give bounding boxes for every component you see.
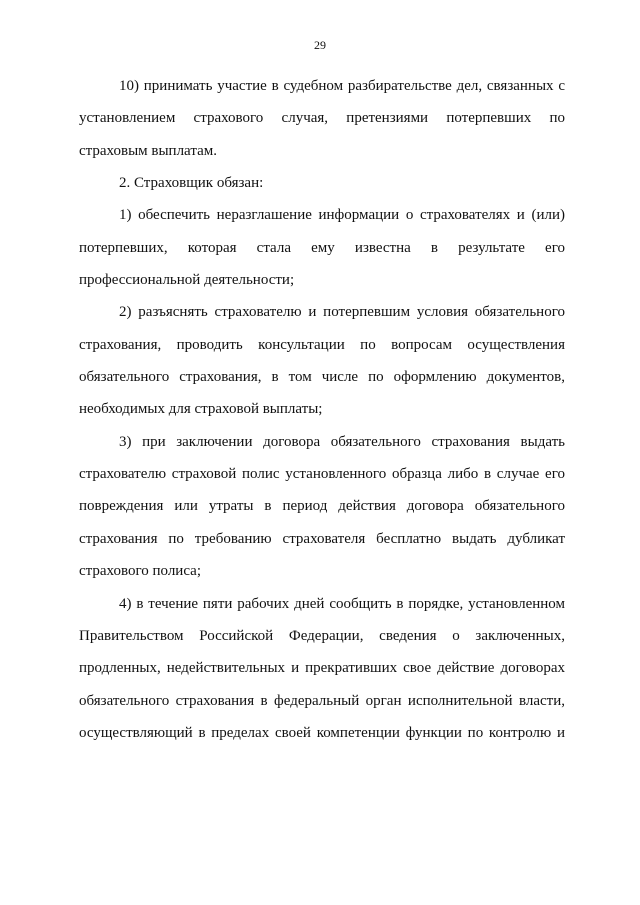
text-line: страхования по требованию страхователя бесплатно выдать дубликат	[79, 530, 565, 547]
text-line: 10) принимать участие в судебном разбирательстве дел, связанных с	[119, 78, 565, 94]
text-line: Правительством Российской Федерации, сведения о заключенных,	[79, 627, 565, 644]
text-line: 3) при заключении договора обязательного страхования выдать	[119, 433, 565, 450]
text-line: профессиональной деятельности;	[79, 272, 295, 289]
page-number: 29	[314, 38, 326, 52]
text-line: 4) в течение пяти рабочих дней сообщить в порядке, установленном	[119, 595, 565, 612]
document-body	[79, 73, 565, 752]
text-line: потерпевших, которая стала ему известна в результате его	[79, 239, 565, 256]
text-line: 2. Страховщик обязан:	[119, 175, 264, 192]
text-line: 2) разъяснять страхователю и потерпевшим условия обязательного	[119, 304, 565, 321]
text-line: повреждения или утраты в период действия договора обязательного	[79, 498, 565, 515]
text-line: страховым выплатам.	[79, 142, 217, 159]
text-line: установлением страхового случая, претензиями потерпевших по	[79, 110, 565, 127]
text-line: 1) обеспечить неразглашение информации о страхователях и (или)	[119, 207, 565, 224]
text-line: необходимых для страховой выплаты;	[79, 401, 323, 418]
text-line: осуществляющий в пределах своей компетенции функции по контролю и	[79, 724, 565, 741]
text-line: страхования, проводить консультации по вопросам осуществления	[79, 336, 565, 353]
text-line: страхователю страховой полис установленного образца либо в случае его	[79, 466, 565, 483]
text-line: продленных, недействительных и прекративших свое действие договорах	[79, 660, 565, 677]
text-line: обязательного страхования в федеральный орган исполнительной власти,	[79, 692, 565, 709]
text-line: обязательного страхования, в том числе по оформлению документов,	[79, 369, 565, 386]
text-line: страхового полиса;	[79, 563, 201, 580]
